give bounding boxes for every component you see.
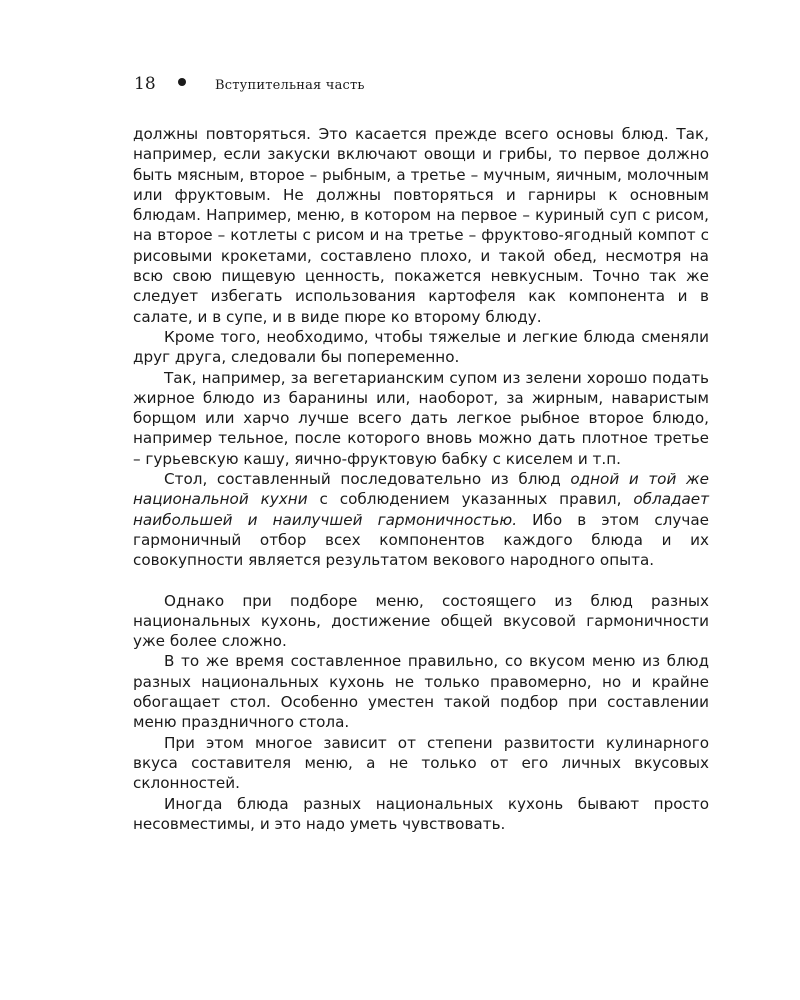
bullet-dot-icon: [178, 78, 186, 86]
paragraph-different-cuisines: Однако при подборе меню, состоящего из блюд разных национальных кухонь, достижение общей вкусовой гармоничности уже более сложно.: [133, 591, 709, 651]
italic-run: одной и той же национальной кухни: [133, 470, 709, 509]
paragraph-incompatible: Иногда блюда разных национальных кухонь бывают просто несовместимы, и это надо уметь чувствовать.: [133, 794, 709, 833]
text-run: с соблюдением указанных правил,: [307, 490, 634, 509]
section-title: Вступительная часть: [215, 78, 365, 93]
page-number: 18: [134, 74, 156, 94]
italic-run: обладает наибольшей и наилучшей гармоничностью.: [133, 490, 709, 529]
paragraph-national-cuisine: [133, 469, 709, 570]
paragraph-example: Так, например, за вегетарианским супом из зелени хорошо подать жирное блюдо из баранины или, наоборот, за жирным, наваристым борщом или харчо лучше всего дать легкое рыбное второе блюдо, например тельное, после которого вновь можно дать плотное третье – гурьевскую кашу, яично-фруктовую бабку с киселем и т.п.: [133, 368, 709, 468]
paragraph-continuation: должны повторяться. Это касается прежде всего основы блюд. Так, например, если закуски включают овощи и грибы, то первое должно быть мясным, второе – рыбным, а третье – мучным, яичным, молочным или фруктовым. Не должны повторяться и гарниры к основным блюдам. Например, меню, в котором на первое – куриный суп с рисом, на второе – котлеты с рисом и на третье – фруктово-ягодный компот с рисовыми крокетами, составлено плохо, и такой обед, несмотря на всю свою пищевую ценность, покажется невкусным. Точно так же следует избегать использования картофеля как компонента и в салате, и в супе, и в виде пюре ко второму блюду.: [133, 125, 709, 326]
paragraph-heavy-light: Кроме того, необходимо, чтобы тяжелые и легкие блюда сменяли друг друга, следовали бы попеременно.: [133, 327, 709, 367]
text-run: Ибо в этом случае гармоничный отбор всех компонентов каждого блюда и их совокупности является результатом векового народного опыта.: [133, 510, 709, 570]
paragraph-correctly-composed: В то же время составленное правильно, со вкусом меню из блюд разных национальных кухонь не только правомерно, но и крайне обогащает стол. Особенно уместен такой подбор при составлении меню праздничного стола.: [133, 652, 709, 732]
running-head: [134, 74, 365, 94]
paragraph-taste: При этом многое зависит от степени развитости кулинарного вкуса составителя меню, а не только от его личных вкусовых склонностей.: [133, 733, 709, 793]
text-run: Стол, составленный последовательно из блюд: [164, 470, 571, 489]
body-text: [133, 124, 709, 834]
